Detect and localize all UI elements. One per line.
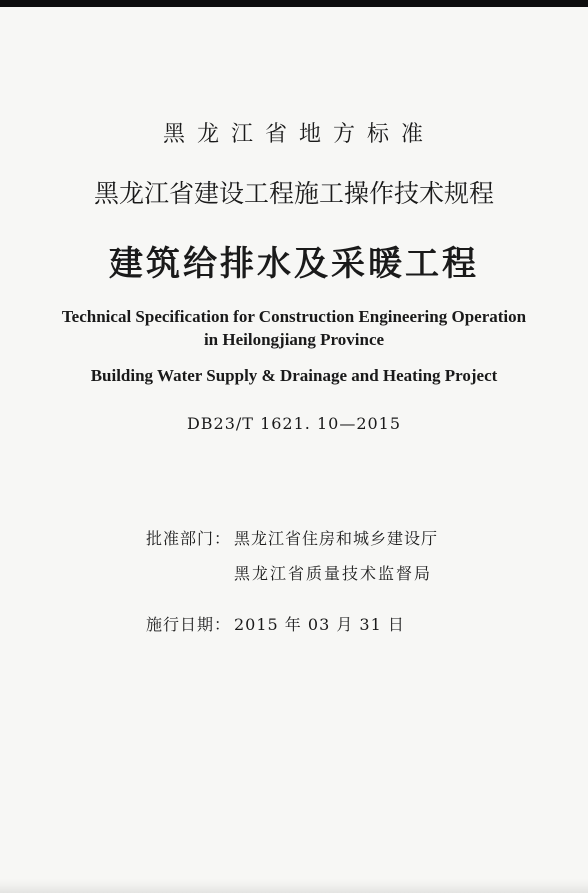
english-subtitle: Building Water Supply & Drainage and Heating Project	[90, 366, 498, 385]
bottom-scan-edge	[0, 879, 588, 893]
effective-date-label: 施行日期：	[146, 615, 232, 634]
english-title-line-2: in Heilongjiang Province	[203, 330, 385, 349]
approval-label: 批准部门：	[146, 529, 232, 548]
effective-date: 2015 年 03 月 31 日	[234, 615, 405, 634]
approval-department-1: 黑龙江省住房和城乡建设厅	[234, 529, 439, 548]
main-title: 建筑给排水及采暖工程	[109, 244, 479, 284]
standard-type: 黑龙江省地方标准	[162, 122, 435, 147]
approval-department-2: 黑龙江省质量技术监督局	[234, 564, 433, 583]
top-scan-edge	[0, 0, 588, 7]
specification-series-name: 黑龙江省建设工程施工操作技术规程	[93, 179, 494, 208]
english-title-line-1: Technical Specification for Construction Engineering Operation	[61, 307, 527, 326]
standard-code: DB23/T 1621. 10—2015	[186, 414, 402, 433]
